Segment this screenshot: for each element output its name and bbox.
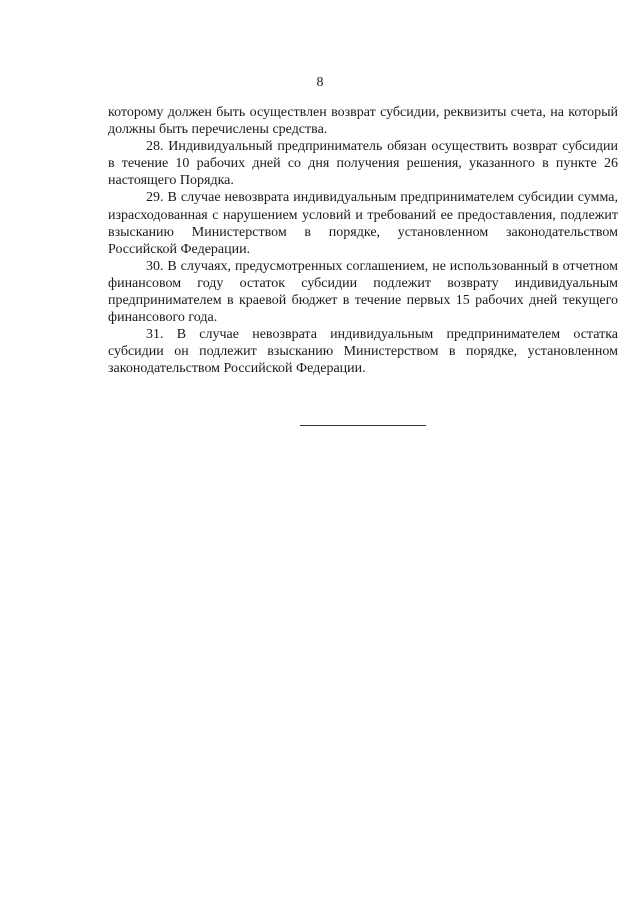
paragraph-28: 28. Индивидуальный предприниматель обязан осуществить возврат субсидии в течение 10 рабочих дней со дня получения решения, указанного в пункте 26 настоящего Порядка. <box>108 139 618 189</box>
document-body <box>108 104 618 378</box>
page-number: 8 <box>316 75 324 90</box>
paragraph-30: 30. В случаях, предусмотренных соглашением, не использованный в отчетном финансовом году остаток субсидии подлежит возврату индивидуальным предпринимателем в краевой бюджет в течение первых 15 рабочих дней текущего финансового года. <box>108 258 618 326</box>
paragraph-29: 29. В случае невозврата индивидуальным предпринимателем субсидии сумма, израсходованная с нарушением условий и требований ее предоставления, подлежит взысканию Министерством в порядке, установленном законодательством Российской Федерации. <box>108 190 618 257</box>
end-separator-line <box>300 425 426 426</box>
paragraph-continuation: которому должен быть осуществлен возврат субсидии, реквизиты счета, на который должны быть перечислены средства. <box>108 105 618 138</box>
paragraph-31: 31. В случае невозврата индивидуальным предпринимателем остатка субсидии он подлежит взысканию Министерством в порядке, установленном законодательством Российской Федерации. <box>108 327 618 377</box>
